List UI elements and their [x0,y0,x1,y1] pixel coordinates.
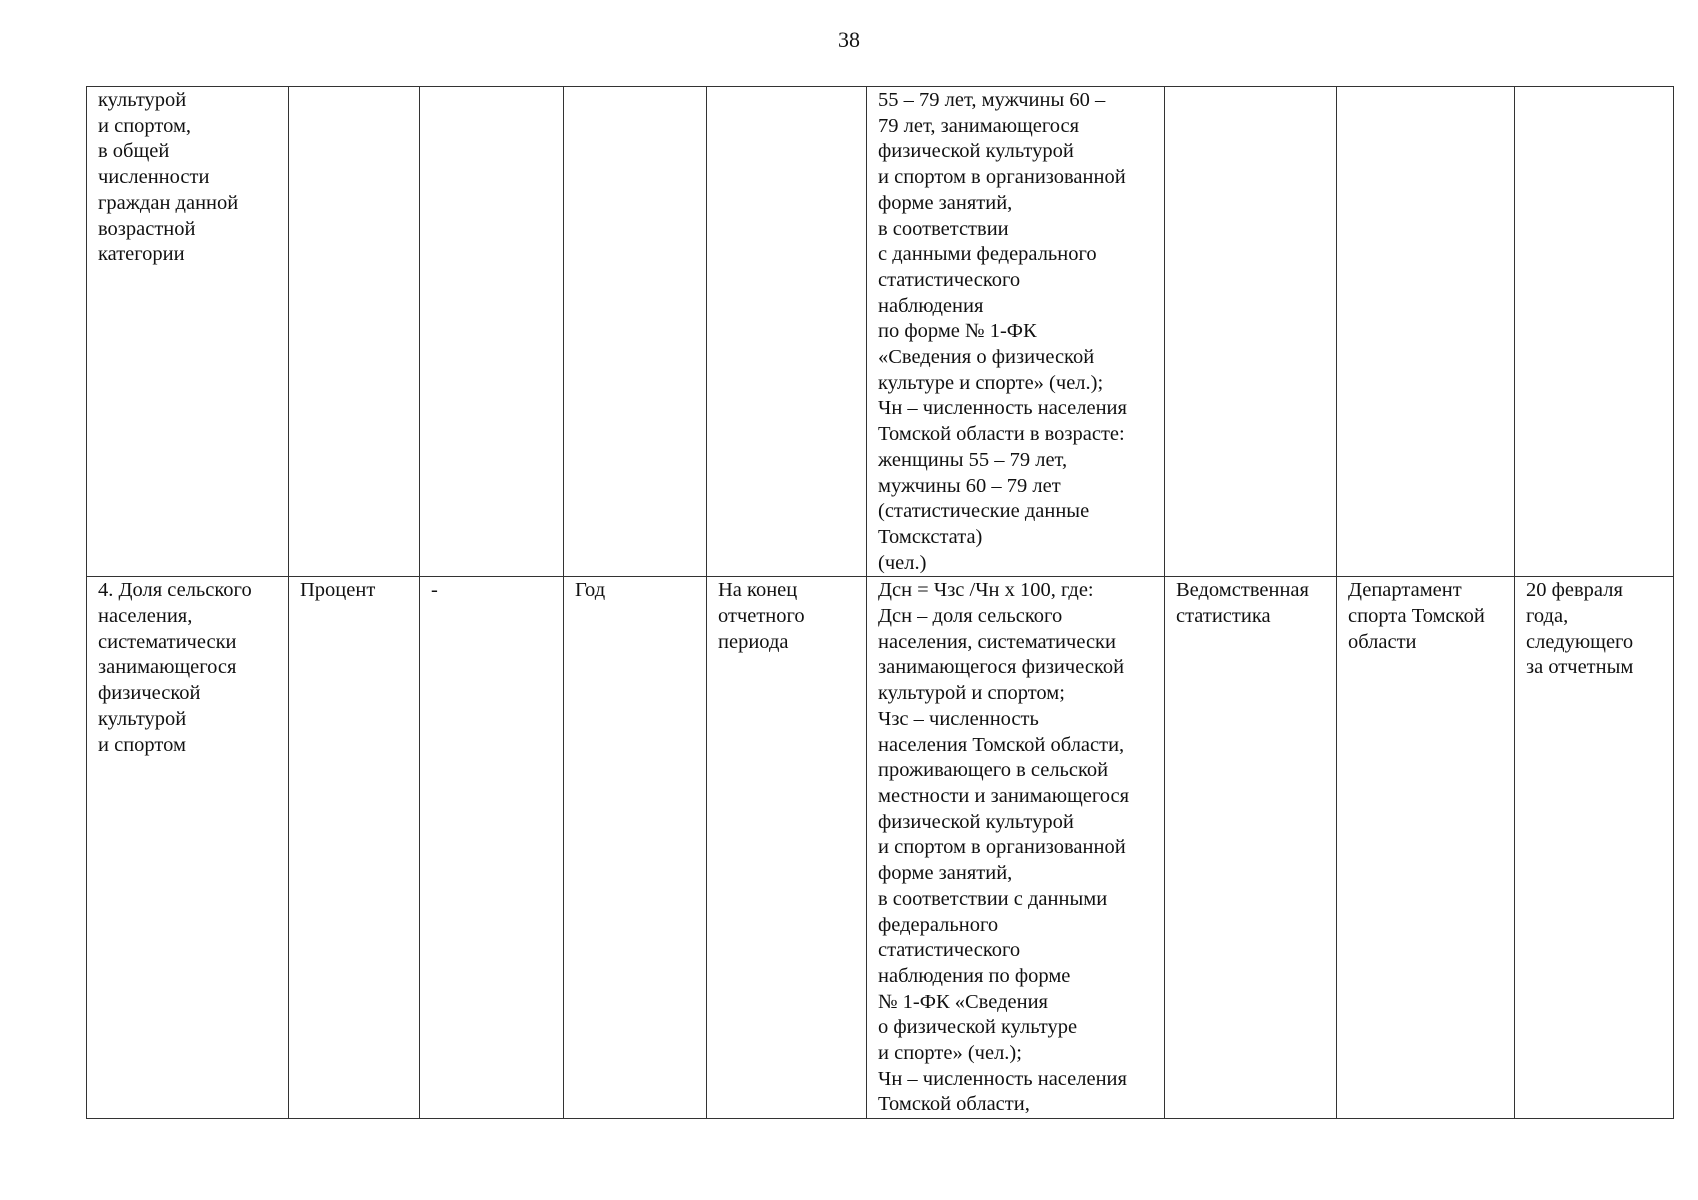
time-characteristic-cell [707,87,867,577]
responsible-cell [1337,87,1515,577]
periodicity-cell: Год [564,577,707,1119]
data-source-cell [1165,87,1337,577]
unit-cell [289,87,420,577]
responsible-cell: Департамент спорта Томской области [1337,577,1515,1119]
periodicity-cell [564,87,707,577]
indicator-name-cell: культурой и спортом, в общей численности граждан данной возрастной категории [87,87,289,577]
formula-cell: Дсн = Чзс /Чн х 100, где: Дсн – доля сельского населения, систематически занимающегося физической культурой и спортом; Чзс – численность населения Томской области, проживающего в сельской местности и занимающегося физической культурой и спортом в организованной форме занятий, в соответствии с данными федерального статистического наблюдения по форме № 1-ФК «Сведения о физической культуре и спорте» (чел.); Чн – численность населения Томской области, [867,577,1165,1119]
page-number: 38 [838,27,860,52]
base-value-cell: - [420,577,564,1119]
table-row [87,577,1674,1119]
indicator-name-cell: 4. Доля сельского населения, систематически занимающегося физической культурой и спортом [87,577,289,1119]
unit-cell: Процент [289,577,420,1119]
deadline-cell [1515,87,1674,577]
base-value-cell [420,87,564,577]
time-characteristic-cell: На конец отчетного периода [707,577,867,1119]
table-row [87,87,1674,577]
deadline-cell: 20 февраля года, следующего за отчетным [1515,577,1674,1119]
indicators-table [86,86,1674,1119]
formula-cell: 55 – 79 лет, мужчины 60 – 79 лет, занимающегося физической культурой и спортом в организованной форме занятий, в соответствии с данными федерального статистического наблюдения по форме № 1-ФК «Сведения о физической культуре и спорте» (чел.); Чн – численность населения Томской области в возрасте: женщины 55 – 79 лет, мужчины 60 – 79 лет (статистические данные Томскстата) (чел.) [867,87,1165,577]
data-source-cell: Ведомственная статистика [1165,577,1337,1119]
